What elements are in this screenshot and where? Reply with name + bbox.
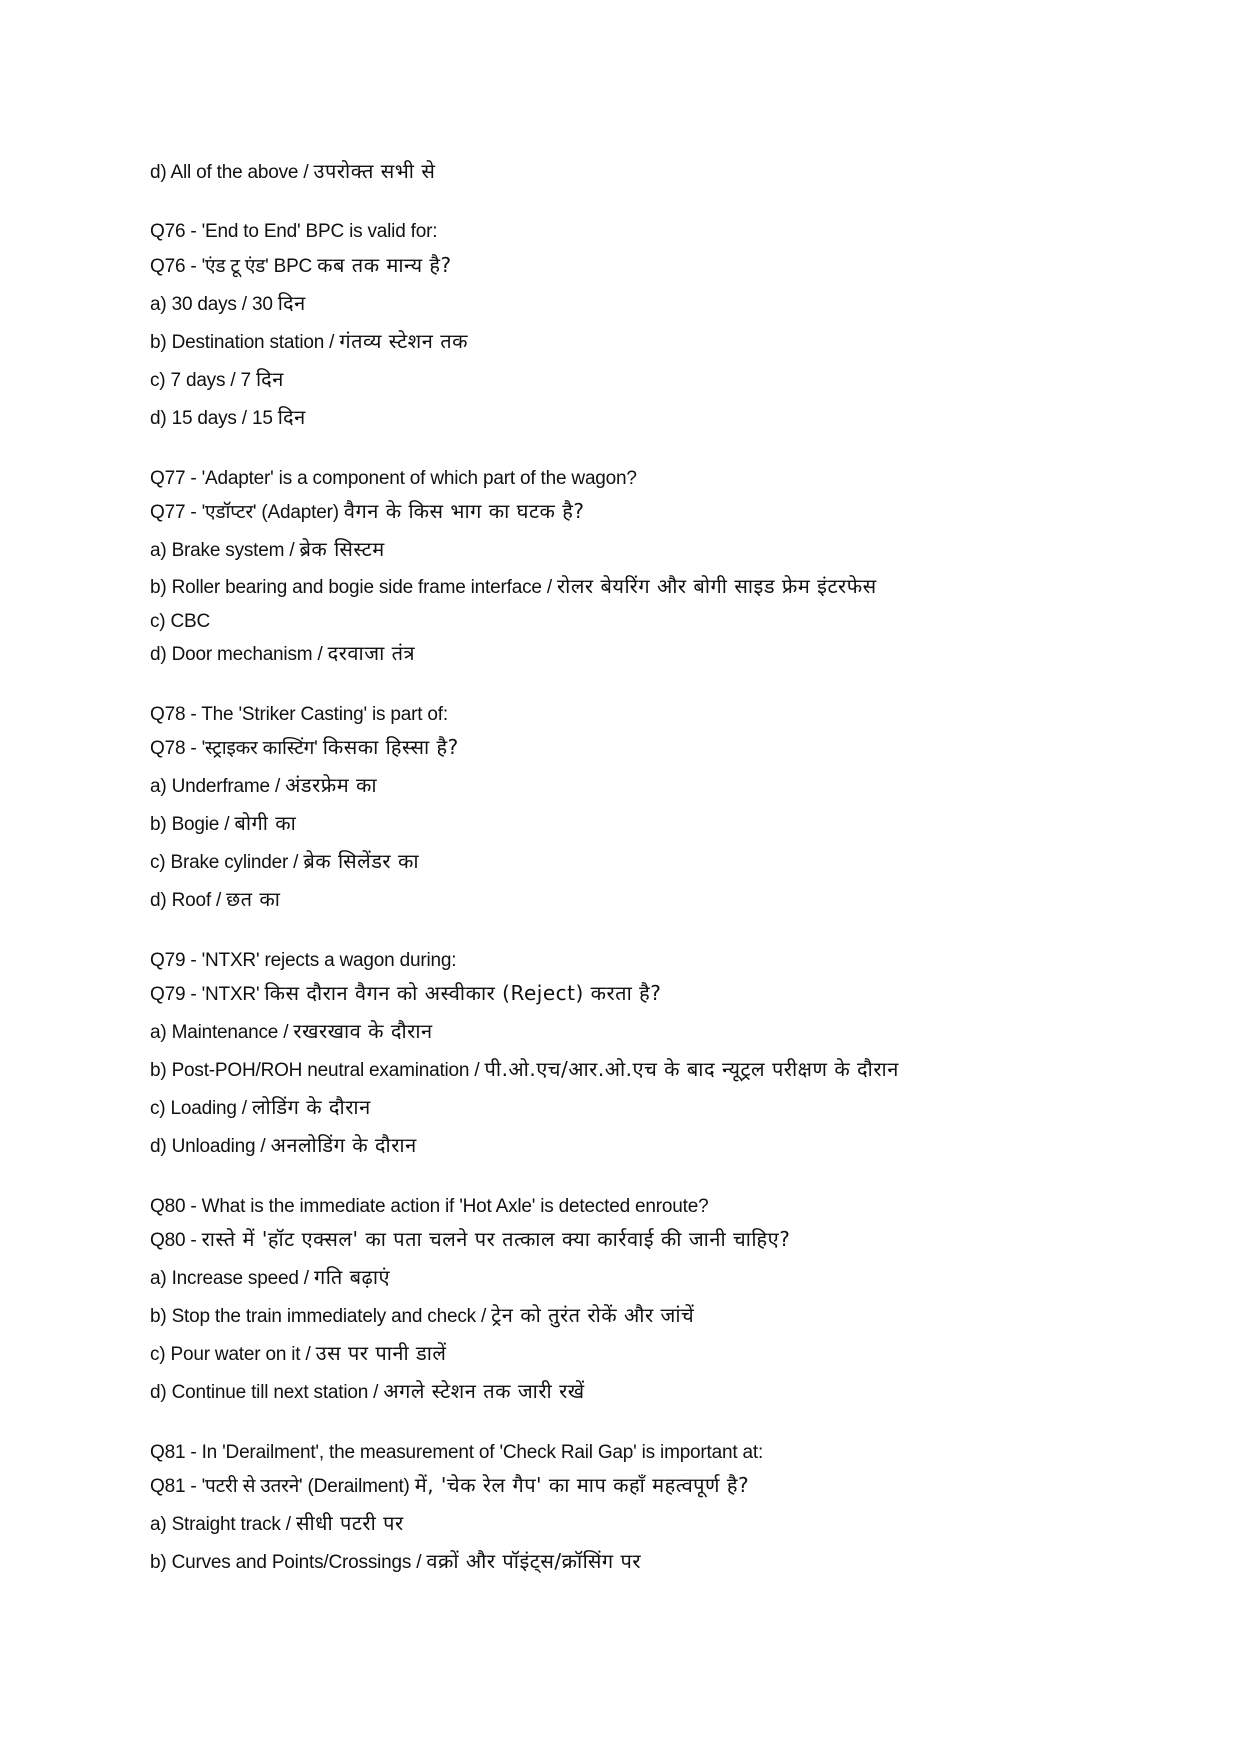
english-text: Q78 - The 'Striker Casting' is part of: xyxy=(150,704,448,725)
option-line xyxy=(150,607,210,635)
hindi-text: किसका हिस्सा है? xyxy=(322,735,459,759)
english-text: Q81 - 'पटरी से उतरने' (Derailment) xyxy=(150,1476,415,1497)
option-line xyxy=(150,1132,417,1160)
option-line xyxy=(150,536,385,564)
option-line xyxy=(150,1340,446,1368)
hindi-text: दिन xyxy=(277,291,306,315)
question-line xyxy=(150,734,459,762)
hindi-text: कब तक मान्य है? xyxy=(317,253,452,277)
option-line xyxy=(150,640,415,668)
option-line xyxy=(150,1510,404,1538)
english-text: b) Post-POH/ROH neutral examination / xyxy=(150,1060,485,1081)
question-line xyxy=(150,1438,763,1466)
option-line xyxy=(150,573,877,601)
english-text: Q77 - 'Adapter' is a component of which part of the wagon? xyxy=(150,468,637,489)
english-text: Q77 - 'एडॉप्टर' (Adapter) xyxy=(150,502,344,523)
question-line xyxy=(150,464,637,492)
english-text: a) 30 days / 30 xyxy=(150,294,278,315)
english-text: c) Pour water on it / xyxy=(150,1344,316,1365)
hindi-text: रास्ते में 'हॉट एक्सल' का पता चलने पर तत्काल क्या कार्रवाई की जानी चाहिए? xyxy=(201,1227,791,1251)
english-text: b) Bogie / xyxy=(150,814,235,835)
english-text: d) Door mechanism / xyxy=(150,644,328,665)
english-text: a) Straight track / xyxy=(150,1514,296,1535)
hindi-text: बोगी का xyxy=(234,811,297,835)
hindi-text: में, 'चेक रेल गैप' का माप कहाँ महत्वपूर्ण है? xyxy=(414,1473,750,1497)
english-text: a) Underframe / xyxy=(150,776,286,797)
question-line xyxy=(150,1226,790,1254)
english-text: d) Unloading / xyxy=(150,1136,271,1157)
option-line xyxy=(150,1548,641,1576)
hindi-text: छत का xyxy=(226,887,281,911)
english-text: b) Destination station / xyxy=(150,332,340,353)
english-text: b) Roller bearing and bogie side frame interface / xyxy=(150,577,557,598)
english-text: c) Brake cylinder / xyxy=(150,852,304,873)
hindi-text: ट्रेन को तुरंत रोकें और जांचें xyxy=(491,1303,695,1327)
question-line xyxy=(150,252,452,280)
hindi-text: दिन xyxy=(255,367,284,391)
option-line xyxy=(150,1302,694,1330)
hindi-text: अंडरफ्रेम का xyxy=(285,773,378,797)
option-line xyxy=(150,290,306,318)
question-line xyxy=(150,498,585,526)
hindi-text: रखरखाव के दौरान xyxy=(293,1019,433,1043)
english-text: Q80 - What is the immediate action if 'Hot Axle' is detected enroute? xyxy=(150,1196,709,1217)
english-text: Q79 - 'NTXR' xyxy=(150,984,265,1005)
option-line xyxy=(150,886,280,914)
hindi-text: वैगन के किस भाग का घटक है? xyxy=(343,499,585,523)
hindi-text: उस पर पानी डालें xyxy=(315,1341,447,1365)
english-text: a) Maintenance / xyxy=(150,1022,294,1043)
option-line xyxy=(150,1264,390,1292)
english-text: Q76 - 'एंड टू एंड' BPC xyxy=(150,256,318,277)
option-line xyxy=(150,1094,371,1122)
hindi-text: किस दौरान वैगन को अस्वीकार (Reject) करता है? xyxy=(264,981,662,1005)
hindi-text: अनलोडिंग के दौरान xyxy=(270,1133,417,1157)
english-text: Q81 - In 'Derailment', the measurement of 'Check Rail Gap' is important at: xyxy=(150,1442,764,1463)
question-line xyxy=(150,1192,708,1220)
english-text: c) 7 days / 7 xyxy=(150,370,256,391)
english-text: c) Loading / xyxy=(150,1098,252,1119)
english-text: d) All of the above / xyxy=(150,162,314,183)
question-line xyxy=(150,980,661,1008)
english-text: c) CBC xyxy=(150,611,211,632)
english-text: a) Increase speed / xyxy=(150,1268,314,1289)
question-line xyxy=(150,700,448,728)
option-line xyxy=(150,1056,899,1084)
english-text: Q80 - xyxy=(150,1230,202,1251)
hindi-text: सीधी पटरी पर xyxy=(295,1511,404,1535)
english-text: a) Brake system / xyxy=(150,540,300,561)
option-line xyxy=(150,848,419,876)
english-text: Q78 - 'स्ट्राइकर कास्टिंग' xyxy=(150,738,323,759)
hindi-text: रोलर बेयरिंग और बोगी साइड फ्रेम इंटरफेस xyxy=(556,574,877,598)
hindi-text: गति बढ़ाएं xyxy=(313,1265,391,1289)
english-text: d) 15 days / 15 xyxy=(150,408,278,429)
option-line xyxy=(150,772,377,800)
hindi-text: उपरोक्त सभी से xyxy=(313,159,436,183)
english-text: d) Continue till next station / xyxy=(150,1382,384,1403)
option-line xyxy=(150,158,435,186)
hindi-text: वक्रों और पॉइंट्स/क्रॉसिंग पर xyxy=(426,1549,642,1573)
hindi-text: ब्रेक सिलेंडर का xyxy=(303,849,420,873)
question-line xyxy=(150,946,456,974)
option-line xyxy=(150,328,468,356)
english-text: b) Curves and Points/Crossings / xyxy=(150,1552,427,1573)
english-text: d) Roof / xyxy=(150,890,227,911)
option-line xyxy=(150,1018,433,1046)
hindi-text: दरवाजा तंत्र xyxy=(327,641,416,665)
option-line xyxy=(150,1378,585,1406)
english-text: Q79 - 'NTXR' rejects a wagon during: xyxy=(150,950,457,971)
option-line xyxy=(150,366,284,394)
hindi-text: लोडिंग के दौरान xyxy=(251,1095,371,1119)
hindi-text: ब्रेक सिस्टम xyxy=(299,537,385,561)
option-line xyxy=(150,810,296,838)
hindi-text: दिन xyxy=(277,405,306,429)
option-line xyxy=(150,404,306,432)
hindi-text: अगले स्टेशन तक जारी रखें xyxy=(383,1379,585,1403)
english-text: b) Stop the train immediately and check / xyxy=(150,1306,492,1327)
hindi-text: पी.ओ.एच/आर.ओ.एच के बाद न्यूट्रल परीक्षण के दौरान xyxy=(484,1057,899,1081)
question-line xyxy=(150,217,437,245)
hindi-text: गंतव्य स्टेशन तक xyxy=(339,329,468,353)
english-text: Q76 - 'End to End' BPC is valid for: xyxy=(150,221,438,242)
question-line xyxy=(150,1472,749,1500)
